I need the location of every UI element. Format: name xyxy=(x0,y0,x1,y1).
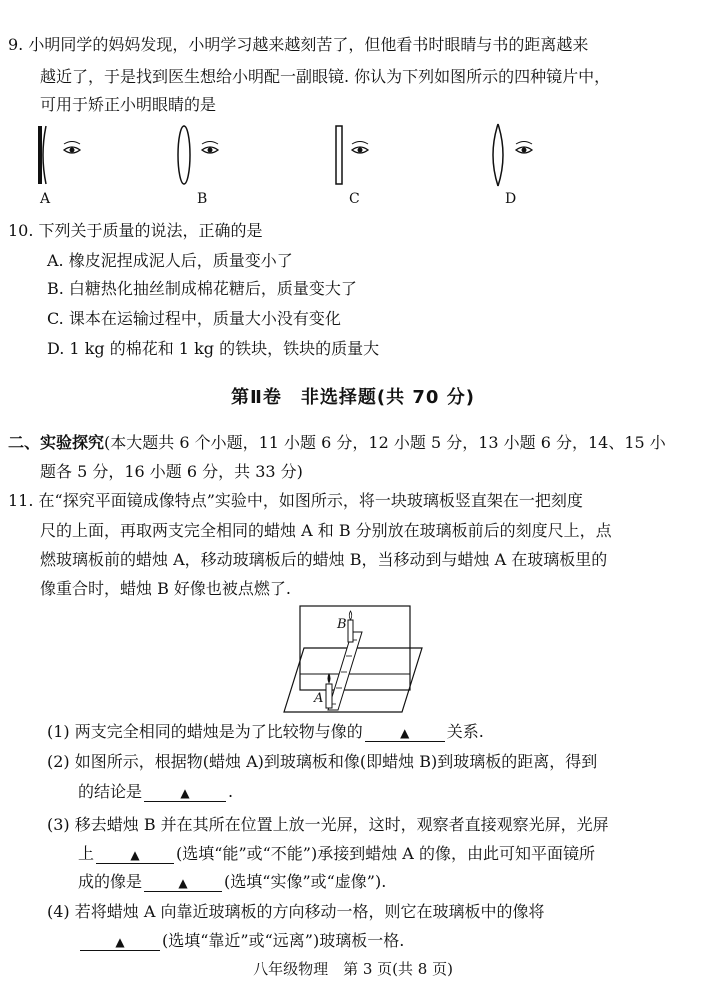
figure-label-b: B xyxy=(337,617,347,632)
q11-sub4-blank[interactable] xyxy=(80,932,160,951)
q11-sub3-line-3 xyxy=(78,871,386,893)
blank-marker: ▲ xyxy=(400,726,410,740)
blank-marker: ▲ xyxy=(178,876,188,890)
part2-desc-line-2: 题各 5 分，16 小题 6 分，共 33 分) xyxy=(40,462,303,481)
q10-option-c: C. 课本在运输过程中，质量大小没有变化 xyxy=(47,309,341,328)
blank-marker: ▲ xyxy=(130,848,140,862)
q11-sub3-l2-pre: 上 xyxy=(78,844,95,863)
q11-sub2-pre: 的结论是 xyxy=(78,782,143,801)
lens-label-a: A xyxy=(40,191,51,207)
part2-desc-line-1: (本大题共 6 个小题，11 小题 6 分，12 小题 5 分，13 小题 6 分，14、15 小 xyxy=(104,433,666,452)
q11-sub2-line-1: (2) 如图所示，根据物(蜡烛 A)到玻璃板和像(即蜡烛 B)到玻璃板的距离，得到 xyxy=(47,752,598,771)
page-footer: 八年级物理 第 3 页(共 8 页) xyxy=(253,960,453,978)
q11-sub4-line-1: (4) 若将蜡烛 A 向靠近玻璃板的方向移动一格，则它在玻璃板中的像将 xyxy=(47,902,545,921)
q11-line-4: 像重合时，蜡烛 B 好像也被点燃了. xyxy=(40,579,292,598)
q11-sub2-post: . xyxy=(228,782,234,801)
q9-line-1: 9. 小明同学的妈妈发现，小明学习越来越刻苦了，但他看书时眼睛与书的距离越来 xyxy=(8,35,589,54)
lens-figure-a xyxy=(36,122,96,188)
q9-line-3: 可用于矫正小明眼睛的是 xyxy=(40,95,217,114)
q11-sub3-l3-pre: 成的像是 xyxy=(78,872,143,891)
section-title: 第Ⅱ卷 非选择题(共 70 分) xyxy=(231,387,475,408)
lens-figure-b xyxy=(172,122,232,188)
q11-sub3-line-1: (3) 移去蜡烛 B 并在其所在位置上放一光屏，这时，观察者直接观察光屏，光屏 xyxy=(47,815,609,834)
q11-sub3-l3-post: (选填“实像”或“虚像”). xyxy=(224,872,387,891)
mirror-experiment-figure xyxy=(280,604,425,716)
blank-marker: ▲ xyxy=(180,786,190,800)
part2-heading-line xyxy=(8,432,666,454)
q11-sub1-blank[interactable] xyxy=(365,723,445,742)
lens-figure-d xyxy=(488,122,548,188)
q11-line-1: 11. 在“探究平面镜成像特点”实验中，如图所示，将一块玻璃板竖直架在一把刻度 xyxy=(8,491,583,510)
q10-option-a: A. 橡皮泥捏成泥人后，质量变小了 xyxy=(47,251,293,270)
figure-label-a: A xyxy=(314,691,324,706)
q11-sub3-blank-2[interactable] xyxy=(144,873,222,892)
q11-sub1 xyxy=(47,721,484,743)
q10-option-b: B. 白糖热化抽丝制成棉花糖后，质量变大了 xyxy=(47,279,357,298)
q10-option-d: D. 1 kg 的棉花和 1 kg 的铁块，铁块的质量大 xyxy=(47,339,380,358)
q11-sub4-post: (选填“靠近”或“远离”)玻璃板一格. xyxy=(162,931,405,950)
q10-stem: 10. 下列关于质量的说法，正确的是 xyxy=(8,221,263,240)
q11-line-2: 尺的上面，再取两支完全相同的蜡烛 A 和 B 分别放在玻璃板前后的刻度尺上，点 xyxy=(40,521,612,540)
q11-sub3-blank-1[interactable] xyxy=(96,845,174,864)
q11-sub1-post: 关系. xyxy=(446,722,484,741)
blank-marker: ▲ xyxy=(115,935,125,949)
q11-sub1-pre: (1) 两支完全相同的蜡烛是为了比较物与像的 xyxy=(47,722,363,741)
lens-figure-c xyxy=(330,122,390,188)
q11-sub3-line-2 xyxy=(78,843,595,865)
lens-label-d: D xyxy=(505,191,517,207)
q9-line-2: 越近了，于是找到医生想给小明配一副眼镜. 你认为下列如图所示的四种镜片中， xyxy=(40,67,611,86)
q11-sub2-line-2 xyxy=(78,781,233,803)
q11-sub4-line-2 xyxy=(78,930,404,952)
q11-sub3-l2-post: (选填“能”或“不能”)承接到蜡烛 A 的像，由此可知平面镜所 xyxy=(176,844,595,863)
q11-line-3: 燃玻璃板前的蜡烛 A，移动玻璃板后的蜡烛 B，当移动到与蜡烛 A 在玻璃板里的 xyxy=(40,550,608,569)
lens-label-c: C xyxy=(349,191,360,207)
q11-sub2-blank[interactable] xyxy=(144,783,226,802)
lens-label-b: B xyxy=(197,191,208,207)
part2-heading: 二、实验探究 xyxy=(8,433,105,452)
